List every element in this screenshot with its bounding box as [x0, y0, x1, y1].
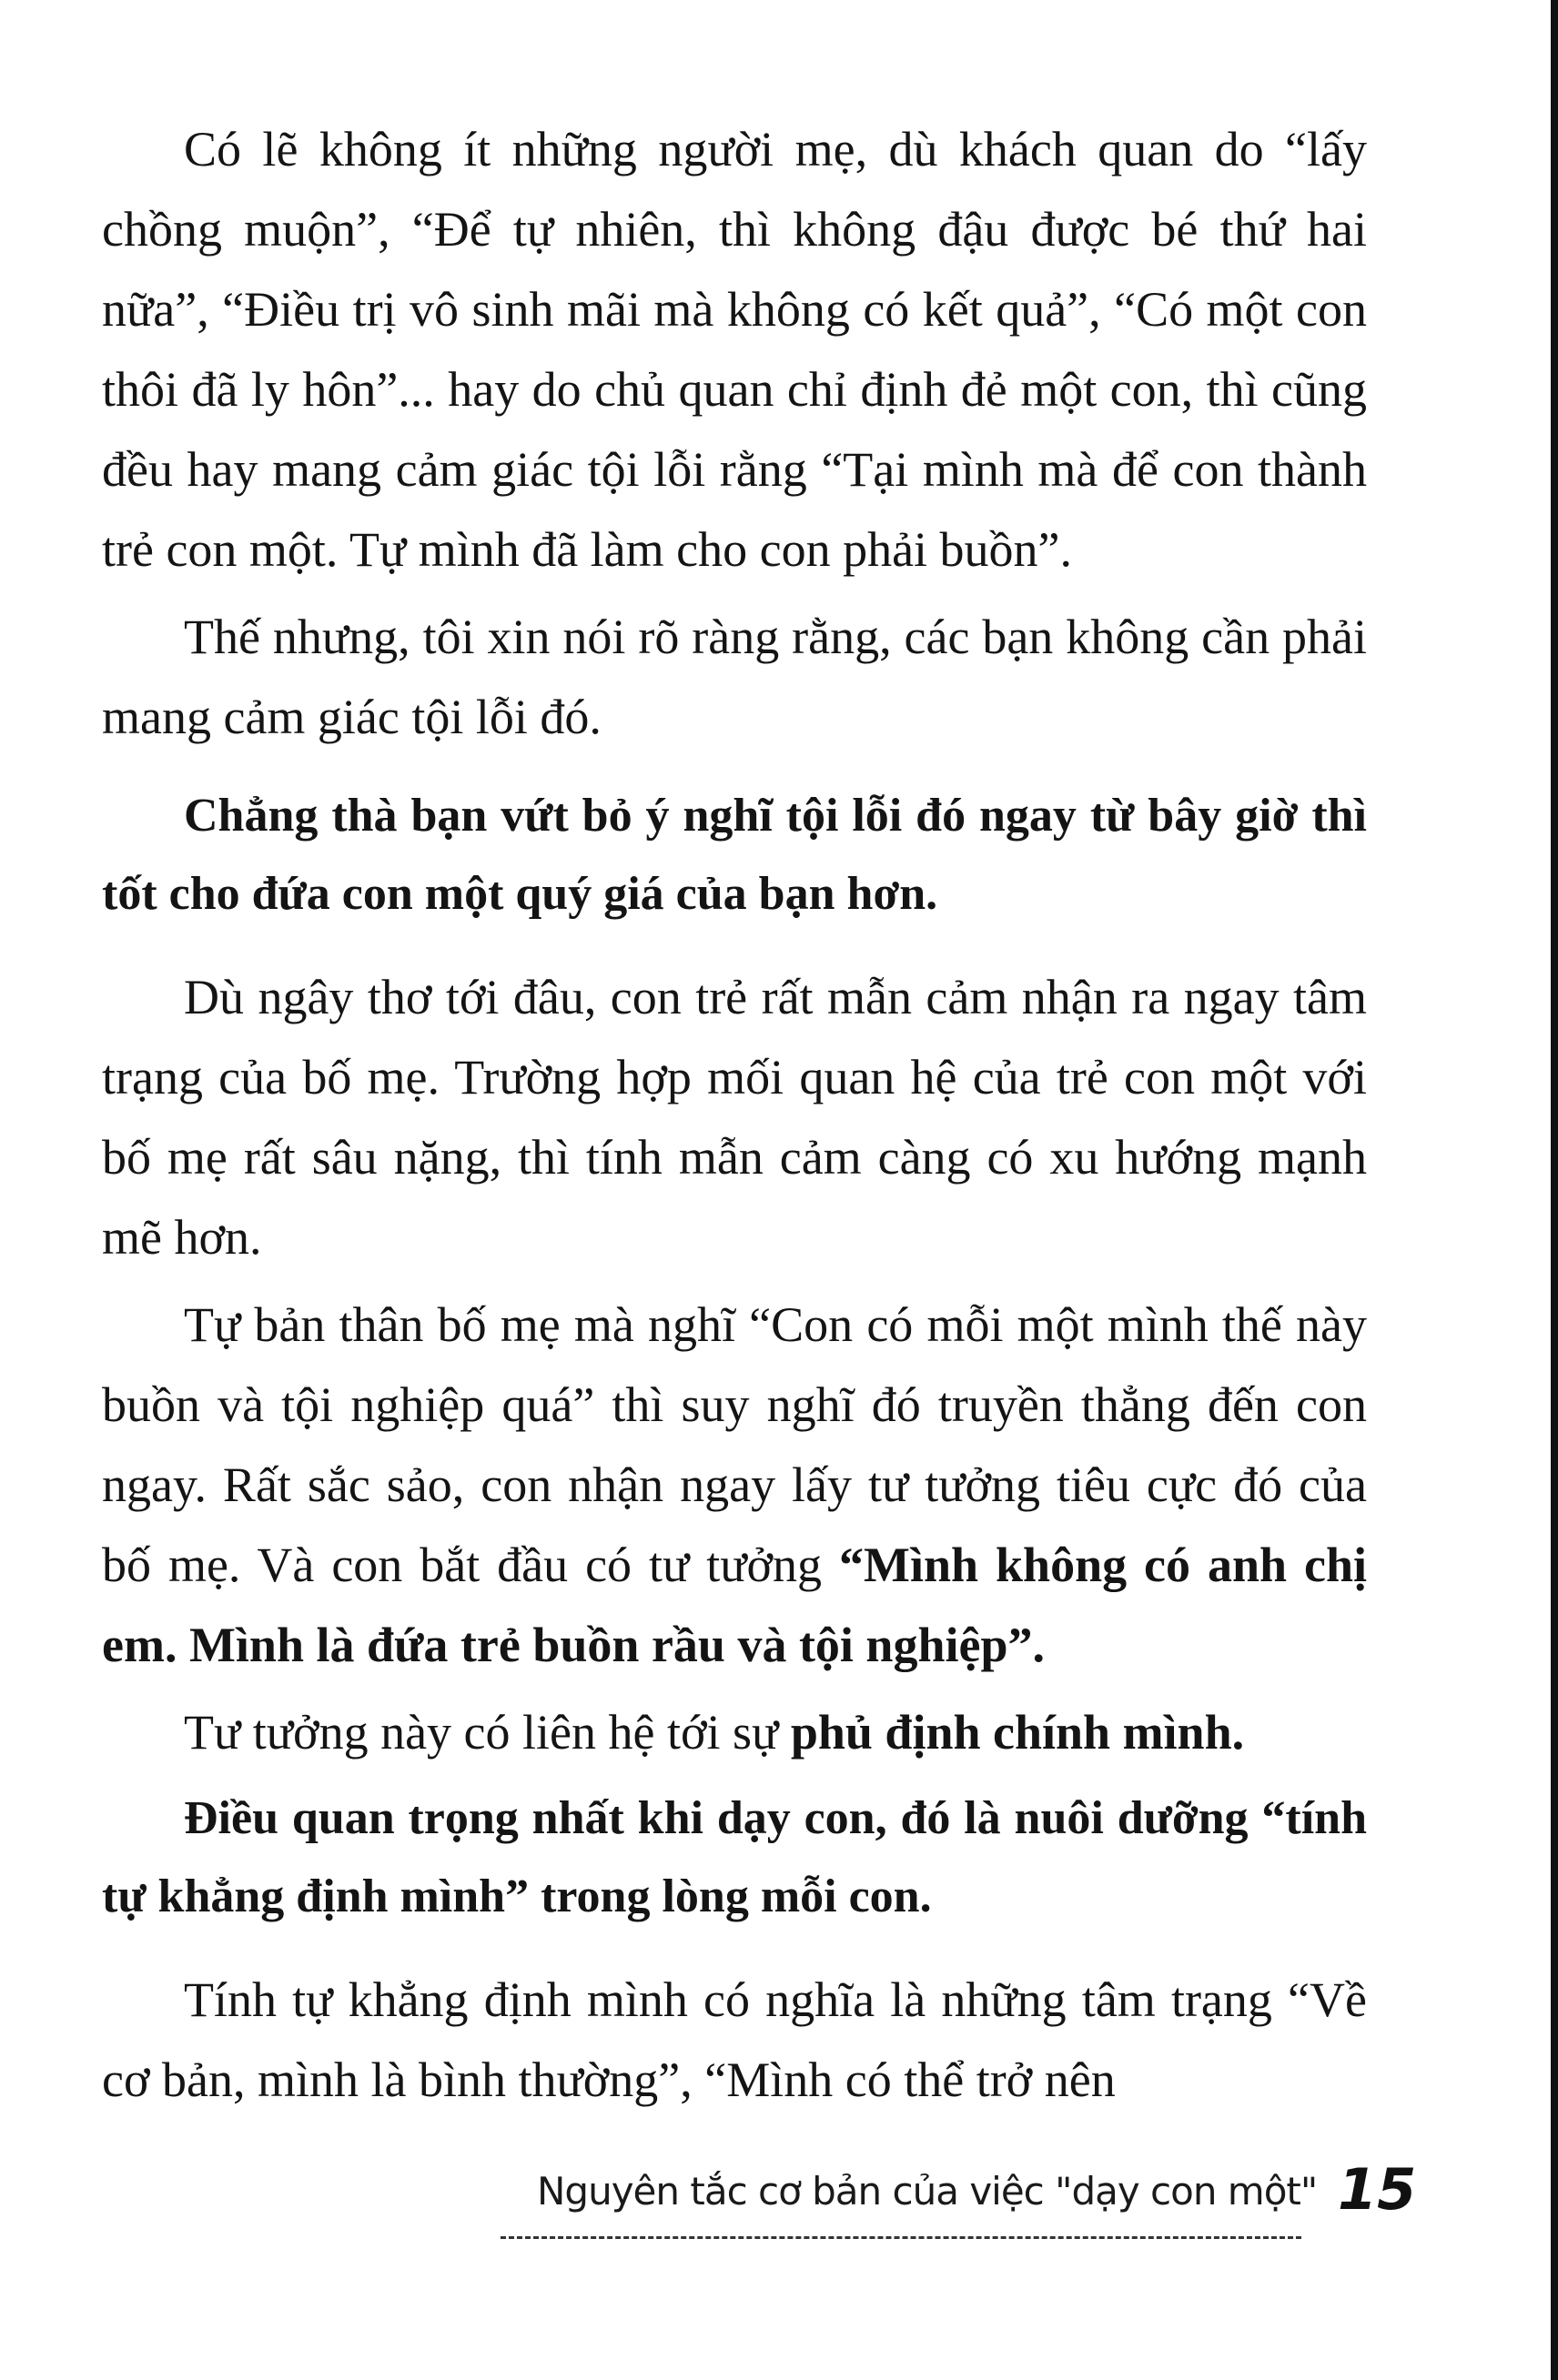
paragraph-5-text: Tự bản thân bố mẹ mà nghĩ “Con có mỗi một mình thế này buồn và tội nghiệp quá” thì suy nghĩ đó truyền thẳng đến con ngay. Rất sắc sảo, con nhận ngay lấy tư tưởng tiêu cực đó của bố mẹ. Và con bắt đầu có tư tưởng — [102, 1297, 1367, 1592]
body-text — [102, 109, 1367, 2120]
paragraph-6-bold: phủ định chính mình. — [790, 1705, 1245, 1760]
paragraph-4: Dù ngây thơ tới đâu, con trẻ rất mẫn cảm nhận ra ngay tâm trạng của bố mẹ. Trường hợp mối quan hệ của trẻ con một với bố mẹ rất sâu nặng, thì tính mẫn cảm càng có xu hướng mạnh mẽ hơn. — [102, 970, 1367, 1265]
chapter-title: Nguyên tắc cơ bản của việc "dạy con một" — [537, 2169, 1318, 2214]
paragraph-7-emphasis: Điều quan trọng nhất khi dạy con, đó là nuôi dưỡng “tính tự khẳng định mình” trong lòng mỗi con. — [102, 1792, 1367, 1922]
paragraph-6 — [102, 1692, 1367, 1772]
page-number: 15 — [1338, 2156, 1417, 2223]
footer-dashed-rule — [501, 2236, 1301, 2239]
page-footer — [491, 2156, 1417, 2265]
paragraph-6-text: Tư tưởng này có liên hệ tới sự — [184, 1705, 791, 1760]
paragraph-5-bold: “Mình không có anh chị em. Mình là đứa trẻ buồn rầu và tội nghiệp”. — [102, 1538, 1367, 1672]
paragraph-5 — [102, 1285, 1367, 1685]
paragraph-2: Thế nhưng, tôi xin nói rõ ràng rằng, các bạn không cần phải mang cảm giác tội lỗi đó. — [102, 610, 1367, 744]
paragraph-3-emphasis: Chẳng thà bạn vứt bỏ ý nghĩ tội lỗi đó ngay từ bây giờ thì tốt cho đứa con một quý giá của bạn hơn. — [102, 790, 1367, 920]
paragraph-8: Tính tự khẳng định mình có nghĩa là những tâm trạng “Về cơ bản, mình là bình thường”, “Mình có thể trở nên — [102, 1972, 1367, 2107]
page-edge-shadow — [1551, 0, 1558, 2380]
paragraph-1: Có lẽ không ít những người mẹ, dù khách quan do “lấy chồng muộn”, “Để tự nhiên, thì không đậu được bé thứ hai nữa”, “Điều trị vô sinh mãi mà không có kết quả”, “Có một con thôi đã ly hôn”... hay do chủ quan chỉ định đẻ một con, thì cũng đều hay mang cảm giác tội lỗi rằng “Tại mình mà để con thành trẻ con một. Tự mình đã làm cho con phải buồn”. — [102, 122, 1367, 577]
